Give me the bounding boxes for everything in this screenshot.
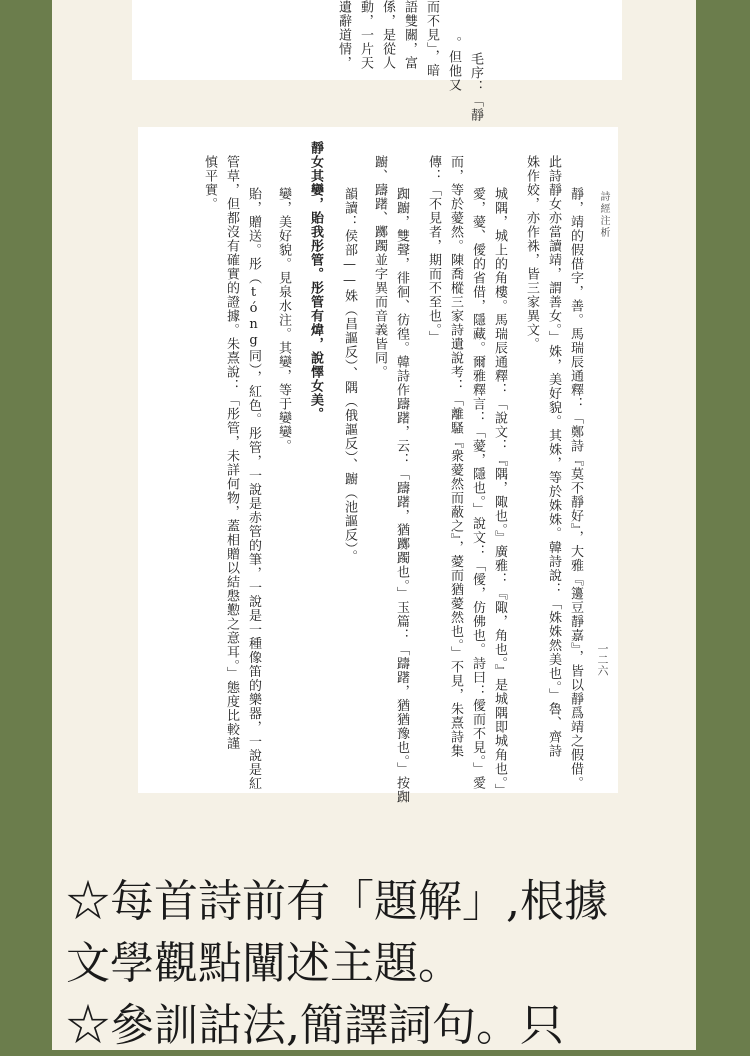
caption-line: ☆參訓詁法,簡譯詞句。只 bbox=[66, 1000, 564, 1051]
text-column: 慎平實。 bbox=[202, 155, 217, 211]
caption-line: ☆每首詩前有「題解」,根據 bbox=[66, 876, 608, 927]
text-column: 。但他又 bbox=[446, 36, 461, 92]
text-column: 傳：「不見者，期而不至也。」 bbox=[426, 155, 441, 345]
text-column: 愛，薆、僾的省借，隱藏。爾雅釋言：「薆，隱也。」說文：「僾，仿佛也。詩曰：僾而不見。」愛 bbox=[470, 187, 485, 790]
caption-line: 文學觀點闡述主題。 bbox=[66, 938, 462, 989]
text-column: 貽，贈送。彤（tóng同），紅色。彤管，一說是赤管的筆，一說是一種像笛的樂器，一說是紅 bbox=[246, 187, 261, 791]
text-column: 躕、躊躇、躑躅並字異而音義皆同。 bbox=[372, 155, 387, 379]
text-column: 姝作姣，亦作袾，皆三家異文。 bbox=[524, 155, 539, 351]
text-column: 遺辭道情， bbox=[336, 0, 351, 70]
text-column: 靜，靖的假借字，善。馬瑞辰通釋：「鄭詩『莫不靜好』，大雅『籩豆靜嘉』，皆以靜爲靖之假借。 bbox=[568, 187, 583, 790]
text-column: 此詩靜女亦當讀靖，謂善女。」姝，美好貌。其姝，等於姝姝。韓詩說：「姝姝然美也。」魯、齊詩 bbox=[546, 155, 561, 758]
text-column: 孌，美好貌。見泉水注。其孌，等于孌孌。 bbox=[276, 187, 291, 453]
text-column: 踟躕，雙聲，徘徊、彷徨。韓詩作躊躇，云：「躊躇，猶躑躅也。」玉篇：「躊躇，猶猶豫也。」按踟 bbox=[394, 187, 409, 804]
text-column: 城隅，城上的角樓。馬瑞辰通釋：「說文：『隅，陬也。』廣雅：『陬，角也。』是城隅即城角也。」 bbox=[492, 187, 507, 798]
text-column: 而，等於薆然。陳喬樅三家詩遺說考：「離騷『衆薆然而蔽之』，薆而猶薆然也。」不見，朱熹詩集 bbox=[448, 155, 463, 758]
running-header: 詩經注析 bbox=[598, 191, 609, 239]
rhyme-reading: 韻讀：侯部——姝（昌謳反）、隅（俄謳反）、躕（池謳反）。 bbox=[342, 187, 357, 564]
book-page bbox=[138, 127, 618, 804]
previous-page-fragment bbox=[132, 0, 622, 122]
text-column: 毛序：「靜 bbox=[468, 52, 483, 122]
text-column: 而不見」，暗 bbox=[424, 0, 439, 78]
text-column: 語雙關，富 bbox=[402, 0, 417, 70]
poem-stanza: 靜女其孌，貽我彤管。彤管有煒，說懌女美。 bbox=[308, 141, 323, 421]
text-column: 管草，但都沒有確實的證據。朱熹說：「彤管，未詳何物，蓋相贈以結慇懃之意耳。」態度比較謹 bbox=[224, 155, 239, 751]
text-column: 係，是從人 bbox=[380, 0, 395, 70]
page-number: 一二六 bbox=[596, 643, 609, 676]
text-column: 動，一片天 bbox=[358, 0, 373, 70]
